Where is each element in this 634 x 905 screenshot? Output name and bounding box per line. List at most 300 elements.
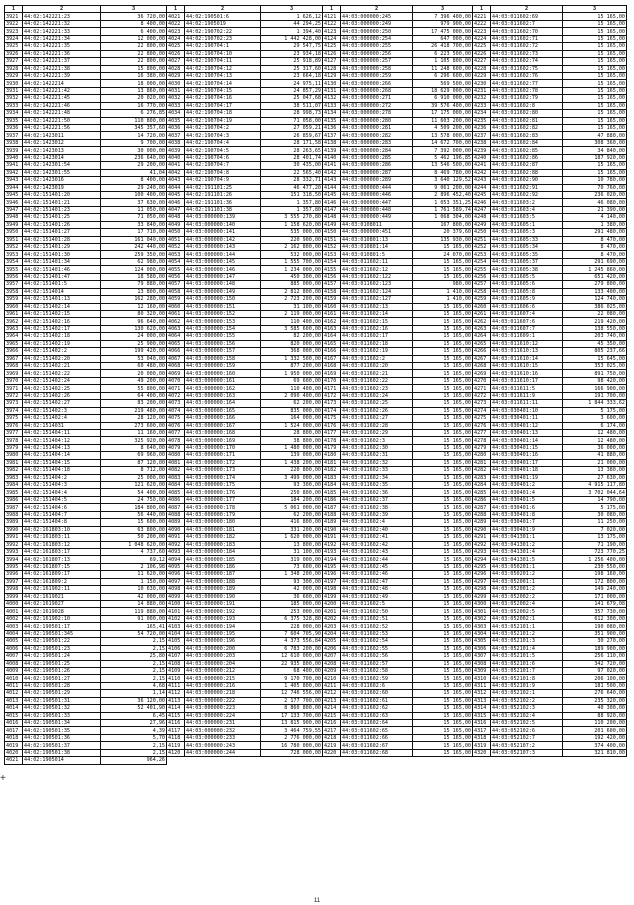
- value-cell: 8 470,00: [563, 251, 627, 258]
- cadastral-number-cell: 44:02:151404:5: [23, 496, 101, 503]
- table-row: [167, 452, 323, 459]
- row-number-cell: 4197: [323, 578, 341, 585]
- row-number-cell: 3943: [5, 177, 23, 184]
- row-number-cell: 4021: [167, 13, 185, 20]
- value-cell: 164 000,00: [261, 415, 323, 422]
- value-cell: 2 896 452,40: [413, 191, 473, 198]
- table-row: [323, 95, 473, 102]
- row-number-cell: 4247: [473, 206, 491, 213]
- value-cell: 12 160,00: [101, 303, 167, 310]
- value-cell: 279 800,00: [563, 281, 627, 288]
- table-row: [167, 638, 323, 645]
- cadastral-number-cell: 44:03:000000:224: [185, 712, 261, 719]
- value-cell: 1 438 200,00: [261, 459, 323, 466]
- value-cell: 30 080,00: [563, 511, 627, 518]
- value-cell: 15 165,00: [413, 422, 473, 429]
- value-cell: 54 720,00: [101, 630, 167, 637]
- value-cell: 15 165,00: [413, 712, 473, 719]
- table-row: [5, 385, 167, 392]
- cadastral-number-cell: 44:02:142221:50: [23, 117, 101, 124]
- table-row: [167, 459, 323, 466]
- cadastral-number-cell: 44:03:011602:53: [341, 630, 413, 637]
- table-row: [167, 534, 323, 541]
- row-number-cell: 3985: [5, 489, 23, 496]
- table-row: [323, 273, 473, 280]
- cadastral-number-cell: 44:03:052101:8: [491, 675, 563, 682]
- column-header-2: 2: [23, 6, 101, 13]
- table-row: [323, 712, 473, 719]
- row-number-cell: 4290: [473, 526, 491, 533]
- cadastral-number-cell: 44:02:190704:10: [185, 50, 261, 57]
- value-cell: 885 000,00: [261, 281, 323, 288]
- value-cell: 30 270,00: [563, 638, 627, 645]
- value-cell: 14 790,00: [563, 496, 627, 503]
- cadastral-number-cell: 44:02:151401:29: [23, 244, 101, 251]
- cadastral-number-cell: 44:03:011602:90: [491, 177, 563, 184]
- value-cell: 1 761 589,74: [413, 206, 473, 213]
- cadastral-number-cell: 44:02:1905014: [23, 757, 101, 764]
- row-number-cell: 4104: [167, 630, 185, 637]
- value-cell: 44 294,25: [261, 20, 323, 27]
- row-number-cell: 4296: [473, 571, 491, 578]
- table-row: [167, 258, 323, 265]
- row-number-cell: 4246: [473, 199, 491, 206]
- row-number-cell: 3941: [5, 162, 23, 169]
- table-row: [167, 281, 323, 288]
- table-row: [323, 742, 473, 749]
- cadastral-number-cell: 44:03:000000:222: [185, 697, 261, 704]
- row-number-cell: 4051: [167, 236, 185, 243]
- row-number-cell: 4254: [473, 258, 491, 265]
- cadastral-number-cell: 44:03:011610:12: [491, 340, 563, 347]
- value-cell: 15 165,00: [563, 50, 627, 57]
- cadastral-number-cell: 44:03:011602:11: [341, 258, 413, 265]
- row-number-cell: 4316: [473, 720, 491, 727]
- cadastral-number-cell: 44:03:050201:1: [491, 563, 563, 570]
- value-cell: 15 165,00: [413, 370, 473, 377]
- table-row: [167, 20, 323, 27]
- value-cell: 13 815 900,00: [261, 720, 323, 727]
- cadastral-number-cell: 44:02:190702:23: [185, 35, 261, 42]
- cadastral-number-cell: 44:03:052101:3: [491, 638, 563, 645]
- table-row: [167, 244, 323, 251]
- cadastral-number-cell: 44:03:011602:46: [341, 571, 413, 578]
- table-row: [167, 392, 323, 399]
- cadastral-number-cell: 44:03:030401:17: [491, 459, 563, 466]
- table-row: [323, 28, 473, 35]
- row-number-cell: 4040: [167, 154, 185, 161]
- table-row: [5, 273, 167, 280]
- table-row: [5, 586, 167, 593]
- value-cell: 28 998,73: [261, 110, 323, 117]
- value-cell: 15 165,00: [413, 563, 473, 570]
- table-row: [167, 303, 323, 310]
- table-row: [323, 72, 473, 79]
- row-number-cell: 4248: [473, 214, 491, 221]
- value-cell: 98 420,00: [563, 377, 627, 384]
- cadastral-number-cell: 44:03:011602:82: [491, 125, 563, 132]
- row-number-cell: 4115: [167, 712, 185, 719]
- row-number-cell: 3927: [5, 58, 23, 65]
- row-number-cell: 4313: [473, 697, 491, 704]
- cadastral-number-cell: 44:02:151402:27: [23, 400, 101, 407]
- table-row: [5, 452, 167, 459]
- cadastral-number-cell: 44:03:000000:149: [185, 288, 261, 295]
- table-row: [5, 251, 167, 258]
- value-cell: 24 857,29: [261, 87, 323, 94]
- cadastral-number-cell: 44:03:000000:152: [185, 310, 261, 317]
- row-number-cell: 4307: [473, 653, 491, 660]
- table-row: [5, 184, 167, 191]
- value-cell: 20 000,00: [101, 370, 167, 377]
- value-cell: 2 106,98: [101, 563, 167, 570]
- value-cell: 7 392 000,00: [413, 147, 473, 154]
- row-number-cell: 4170: [323, 377, 341, 384]
- table-row: [473, 467, 627, 474]
- value-cell: 15 165,00: [413, 541, 473, 548]
- table-row: [323, 645, 473, 652]
- cadastral-number-cell: 44:03:011611:11: [491, 400, 563, 407]
- table-block-2: [166, 5, 322, 765]
- cadastral-number-cell: 44:02:151401:30: [23, 251, 101, 258]
- cadastral-number-cell: 44:02:190704:13: [185, 72, 261, 79]
- cadastral-number-cell: 44:02:190501:31: [23, 697, 101, 704]
- table-row: [323, 578, 473, 585]
- table-row: [323, 58, 473, 65]
- row-number-cell: 3992: [5, 541, 23, 548]
- row-number-cell: 4109: [167, 667, 185, 674]
- cadastral-number-cell: 44:03:011602:55: [341, 645, 413, 652]
- table-row: [167, 132, 323, 139]
- cadastral-number-cell: 44:03:011603:4: [491, 206, 563, 213]
- table-row: [167, 266, 323, 273]
- table-row: [167, 712, 323, 719]
- row-number-cell: 4304: [473, 630, 491, 637]
- table-row: [167, 489, 323, 496]
- row-number-cell: 4186: [323, 496, 341, 503]
- table-row: [473, 697, 627, 704]
- value-cell: 15 165,00: [413, 697, 473, 704]
- cadastral-number-cell: 44:03:052101:6: [491, 660, 563, 667]
- cadastral-number-cell: 44:03:052102:7: [491, 734, 563, 741]
- cadastral-number-cell: 44:02:151401:23: [23, 206, 101, 213]
- cadastral-number-cell: 44:03:000000:266: [341, 80, 413, 87]
- row-number-cell: 3946: [5, 199, 23, 206]
- value-cell: 15 165,00: [413, 482, 473, 489]
- cadastral-number-cell: 44:03:011609:1: [491, 333, 563, 340]
- value-cell: 42 000,00: [101, 593, 167, 600]
- table-row: [167, 697, 323, 704]
- value-cell: 17 475 000,00: [413, 28, 473, 35]
- row-number-cell: 4113: [167, 697, 185, 704]
- table-row: [323, 459, 473, 466]
- value-cell: 20 379,60: [413, 229, 473, 236]
- table-row: [167, 162, 323, 169]
- cadastral-number-cell: 44:03:000000:146: [185, 266, 261, 273]
- table-row: [323, 214, 473, 221]
- table-row: [5, 28, 167, 35]
- value-cell: 15 165,00: [413, 244, 473, 251]
- row-number-cell: 4183: [323, 474, 341, 481]
- row-number-cell: 4220: [323, 749, 341, 756]
- value-cell: 250 800,00: [261, 489, 323, 496]
- table-row: [167, 667, 323, 674]
- value-cell: 36 720,00: [101, 13, 167, 20]
- value-cell: 60 480,00: [101, 363, 167, 370]
- cadastral-number-cell: 44:03:052102:2: [491, 697, 563, 704]
- cadastral-number-cell: 44:02:1619027: [23, 601, 101, 608]
- table-row: [167, 682, 323, 689]
- row-number-cell: 4018: [5, 734, 23, 741]
- row-number-cell: 4152: [323, 244, 341, 251]
- cadastral-number-cell: 44:03:000000:200: [185, 645, 261, 652]
- value-cell: 25 047,68: [261, 95, 323, 102]
- table-row: [473, 415, 627, 422]
- row-number-cell: 4224: [473, 35, 491, 42]
- row-number-cell: 4192: [323, 541, 341, 548]
- value-cell: 15 165,00: [413, 385, 473, 392]
- table-row: [323, 489, 473, 496]
- value-cell: 723 770,25: [563, 548, 627, 555]
- value-cell: 124 000,00: [101, 266, 167, 273]
- cadastral-number-cell: 44:03:011602:79: [491, 95, 563, 102]
- value-cell: 28 800,00: [261, 429, 323, 436]
- row-number-cell: 4219: [323, 742, 341, 749]
- value-cell: 8 400,00: [101, 20, 167, 27]
- table-row: [5, 392, 167, 399]
- value-cell: 3 464 759,55: [261, 727, 323, 734]
- cadastral-number-cell: 44:03:052101:9: [491, 682, 563, 689]
- row-number-cell: 3935: [5, 117, 23, 124]
- cadastral-number-cell: 44:03:000000:287: [341, 169, 413, 176]
- table-row: [323, 623, 473, 630]
- table-row: [323, 102, 473, 109]
- cadastral-number-cell: 44:03:052101:1: [491, 623, 563, 630]
- cadastral-number-cell: 44:02:161809:17: [23, 571, 101, 578]
- row-number-cell: 4145: [323, 191, 341, 198]
- row-number-cell: 3979: [5, 444, 23, 451]
- table-row: [167, 571, 323, 578]
- value-cell: 15 165,00: [413, 734, 473, 741]
- cadastral-number-cell: 44:03:030401:14: [491, 437, 563, 444]
- cadastral-number-cell: 44:02:142221:42: [23, 87, 101, 94]
- value-cell: 15 165,00: [413, 474, 473, 481]
- cadastral-number-cell: 44:02:190704:6: [185, 154, 261, 161]
- cadastral-number-cell: 44:02:151402:18: [23, 333, 101, 340]
- table-row: [473, 407, 627, 414]
- row-number-cell: 4129: [323, 72, 341, 79]
- row-number-cell: 3924: [5, 35, 23, 42]
- table-row: [167, 318, 323, 325]
- value-cell: 15 165,00: [563, 102, 627, 109]
- table-row: [5, 288, 167, 295]
- row-number-cell: 4261: [473, 310, 491, 317]
- cadastral-number-cell: 44:03:000000:449: [341, 214, 413, 221]
- value-cell: 25 317,60: [261, 65, 323, 72]
- cadastral-number-cell: 44:03:011602:88: [491, 169, 563, 176]
- value-cell: 15 165,00: [413, 273, 473, 280]
- cadastral-number-cell: 44:02:1423012: [23, 139, 101, 146]
- cadastral-number-cell: 44:02:1619028: [23, 608, 101, 615]
- value-cell: 2,15: [101, 660, 167, 667]
- row-number-cell: 4266: [473, 348, 491, 355]
- value-cell: 15 165,00: [413, 348, 473, 355]
- row-number-cell: 4318: [473, 734, 491, 741]
- row-number-cell: 3975: [5, 415, 23, 422]
- row-number-cell: 3966: [5, 348, 23, 355]
- table-row: [5, 191, 167, 198]
- row-number-cell: 3929: [5, 72, 23, 79]
- cadastral-number-cell: 44:03:000000:271: [341, 95, 413, 102]
- table-row: [473, 132, 627, 139]
- cadastral-number-cell: 44:03:011602:26: [341, 407, 413, 414]
- table-row: [473, 318, 627, 325]
- table-row: [323, 303, 473, 310]
- row-number-cell: 4160: [323, 303, 341, 310]
- table-row: [473, 87, 627, 94]
- value-cell: 97 020,00: [563, 667, 627, 674]
- cadastral-number-cell: 44:03:000000:145: [185, 258, 261, 265]
- row-number-cell: 3989: [5, 519, 23, 526]
- row-number-cell: 4070: [167, 377, 185, 384]
- value-cell: 15 165,00: [413, 415, 473, 422]
- cadastral-number-cell: 44:03:052102:6: [491, 727, 563, 734]
- table-row: [167, 645, 323, 652]
- row-number-cell: 3933: [5, 102, 23, 109]
- row-number-cell: 4149: [323, 221, 341, 228]
- row-number-cell: 3944: [5, 184, 23, 191]
- table-row: [323, 229, 473, 236]
- cadastral-number-cell: 44:03:011602:63: [341, 712, 413, 719]
- table-row: [5, 221, 167, 228]
- cadastral-number-cell: 44:03:000000:283: [341, 139, 413, 146]
- value-cell: 36 000,00: [563, 444, 627, 451]
- row-number-cell: 4200: [323, 601, 341, 608]
- row-number-cell: 4249: [473, 221, 491, 228]
- value-cell: 1 105 800,00: [413, 58, 473, 65]
- cadastral-number-cell: 44:03:011607:6: [491, 318, 563, 325]
- table-row: [5, 258, 167, 265]
- table-row: [5, 377, 167, 384]
- row-number-cell: 4268: [473, 363, 491, 370]
- cadastral-number-cell: 44:02:1619021: [23, 593, 101, 600]
- value-cell: 15 165,00: [413, 392, 473, 399]
- table-row: [473, 563, 627, 570]
- cadastral-number-cell: 44:03:011602:84: [491, 139, 563, 146]
- value-cell: 171 000,00: [563, 593, 627, 600]
- cadastral-number-cell: 44:02:191101:25: [185, 184, 261, 191]
- value-cell: 80 320,00: [101, 310, 167, 317]
- cadastral-number-cell: 44:02:161803:17: [23, 548, 101, 555]
- value-cell: 15 165,00: [413, 310, 473, 317]
- row-number-cell: 4196: [323, 571, 341, 578]
- table-row: [5, 690, 167, 697]
- cadastral-number-cell: 44:03:011602:78: [491, 87, 563, 94]
- row-number-cell: 4074: [167, 407, 185, 414]
- cadastral-number-cell: 44:03:011602:37: [341, 496, 413, 503]
- row-number-cell: 4234: [473, 110, 491, 117]
- row-number-cell: 4014: [5, 705, 23, 712]
- table-row: [473, 534, 627, 541]
- cadastral-number-cell: 44:02:142221:23: [23, 13, 101, 20]
- value-cell: 6 296 600,00: [413, 72, 473, 79]
- value-cell: 3 640 129,52: [413, 177, 473, 184]
- row-number-cell: 4000: [5, 601, 23, 608]
- cadastral-number-cell: 44:03:030401:8: [491, 511, 563, 518]
- value-cell: 15 165,00: [413, 489, 473, 496]
- table-row: [323, 534, 473, 541]
- table-row: [323, 563, 473, 570]
- value-cell: 15 165,00: [413, 333, 473, 340]
- register-table-4: [472, 5, 627, 757]
- table-row: [167, 35, 323, 42]
- value-cell: 11 160,00: [101, 429, 167, 436]
- cadastral-number-cell: 44:03:011602:44: [341, 556, 413, 563]
- cadastral-number-cell: 44:03:011606:6: [491, 303, 563, 310]
- row-number-cell: 4172: [323, 392, 341, 399]
- value-cell: 15 165,00: [413, 660, 473, 667]
- cadastral-number-cell: 44:03:011602:19: [341, 348, 413, 355]
- row-number-cell: 4057: [167, 281, 185, 288]
- row-number-cell: 3952: [5, 244, 23, 251]
- row-number-cell: 3956: [5, 273, 23, 280]
- row-number-cell: 4110: [167, 675, 185, 682]
- table-row: [473, 370, 627, 377]
- cadastral-number-cell: 44:03:030401:12: [491, 422, 563, 429]
- value-cell: 15 165,00: [413, 720, 473, 727]
- table-row: [473, 586, 627, 593]
- cadastral-number-cell: 44:03:041301:5: [491, 556, 563, 563]
- row-number-cell: 4245: [473, 191, 491, 198]
- value-cell: 11 620,00: [101, 571, 167, 578]
- table-row: [323, 415, 473, 422]
- row-number-cell: 4151: [323, 236, 341, 243]
- table-row: [167, 214, 323, 221]
- row-number-cell: 4216: [323, 720, 341, 727]
- table-row: [5, 58, 167, 65]
- cadastral-number-cell: 44:03:011602:72: [491, 43, 563, 50]
- row-number-cell: 4274: [473, 407, 491, 414]
- row-number-cell: 4178: [323, 437, 341, 444]
- row-number-cell: 4230: [473, 80, 491, 87]
- value-cell: 1 053 351,25: [413, 199, 473, 206]
- table-row: [167, 169, 323, 176]
- table-row: [323, 191, 473, 198]
- cadastral-number-cell: 44:03:011602:15: [341, 318, 413, 325]
- table-row: [167, 28, 323, 35]
- row-number-cell: 4173: [323, 400, 341, 407]
- value-cell: 21 000,00: [563, 459, 627, 466]
- value-cell: 93 300,00: [261, 482, 323, 489]
- value-cell: 15 165,00: [563, 125, 627, 132]
- row-number-cell: 4063: [167, 325, 185, 332]
- table-row: [323, 548, 473, 555]
- value-cell: 21 390,00: [563, 206, 627, 213]
- cadastral-number-cell: 44:03:000000:286: [341, 162, 413, 169]
- cadastral-number-cell: 44:02:190501:24: [23, 653, 101, 660]
- row-number-cell: 4068: [167, 363, 185, 370]
- cadastral-number-cell: 44:03:000000:203: [185, 653, 261, 660]
- cadastral-number-cell: 44:03:011602:20: [341, 363, 413, 370]
- register-table-1: [4, 5, 167, 765]
- value-cell: 15 165,00: [413, 452, 473, 459]
- table-row: [473, 43, 627, 50]
- cadastral-number-cell: 44:03:052102:4: [491, 712, 563, 719]
- value-cell: 15 165,00: [413, 586, 473, 593]
- cadastral-number-cell: 44:03:000000:162: [185, 385, 261, 392]
- row-number-cell: 4062: [167, 318, 185, 325]
- table-row: [5, 318, 167, 325]
